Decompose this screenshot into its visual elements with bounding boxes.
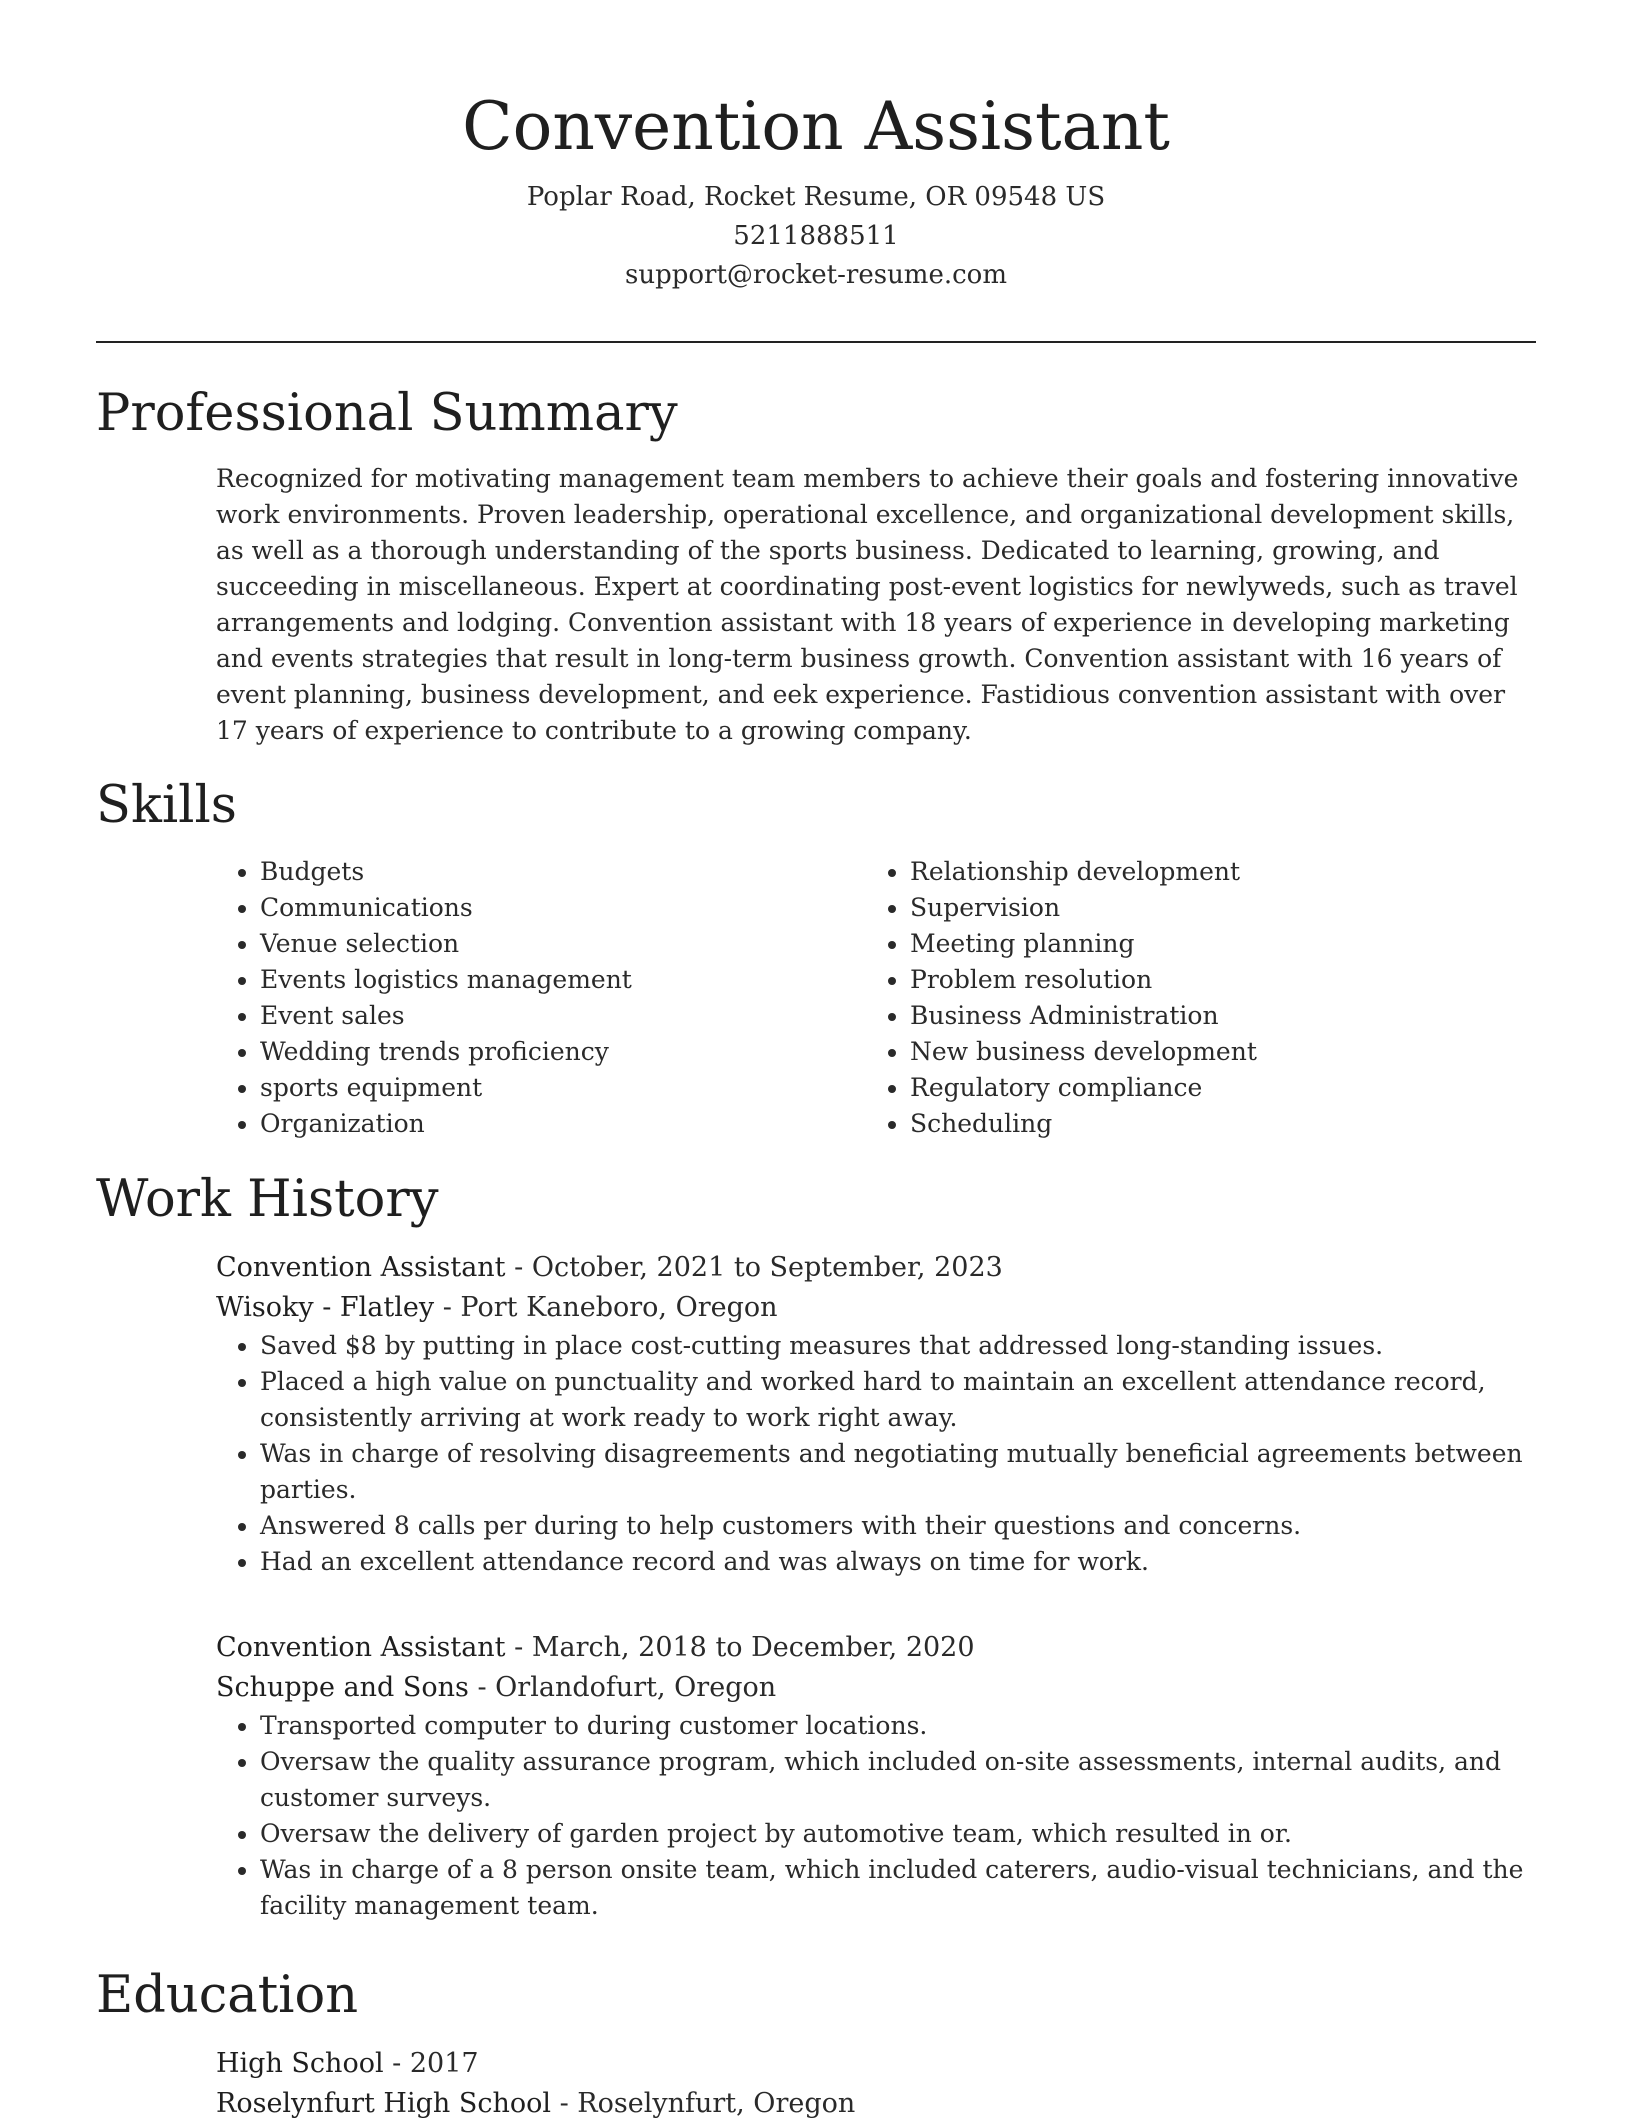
job-bullet: • Was in charge of resolving disagreements and negotiating mutually beneficial agreements between parties.: [260, 1436, 1536, 1508]
skill-item: • Supervision: [910, 890, 1466, 926]
skills-heading: Skills: [96, 776, 237, 835]
skill-item: • Budgets: [260, 854, 816, 890]
education-year: - 2017: [383, 2048, 479, 2079]
job-responsibilities: [216, 1328, 1536, 1580]
education-entry: [216, 2044, 1536, 2124]
skill-item: • sports equipment: [260, 1070, 816, 1106]
skill-item: • Communications: [260, 890, 816, 926]
skill-item: • Relationship development: [910, 854, 1466, 890]
education-degree-line: [216, 2044, 1536, 2084]
job-company-line: [216, 1668, 1536, 1708]
education-heading: Education: [96, 1966, 359, 2025]
job-entry: [216, 1628, 1536, 1924]
skills-list-right: [866, 854, 1466, 1142]
contact-phone: 5211888511: [733, 221, 899, 251]
skills-column-right: [866, 854, 1466, 1142]
skill-item: • Events logistics management: [260, 962, 816, 998]
job-title-line: [216, 1248, 1536, 1288]
job-title-line: [216, 1628, 1536, 1668]
job-dates: - March, 2018 to December, 2020: [505, 1632, 975, 1663]
job-company: Schuppe and Sons: [216, 1672, 469, 1703]
skill-item: • Event sales: [260, 998, 816, 1034]
job-bullet: • Was in charge of a 8 person onsite team, which included caterers, audio-visual technicians, and the facility management team.: [260, 1852, 1536, 1924]
job-responsibilities: [216, 1708, 1536, 1924]
education-school: Roselynfurt High School: [216, 2088, 552, 2119]
job-bullet: • Transported computer to during customer locations.: [260, 1708, 1536, 1744]
skill-item: • Venue selection: [260, 926, 816, 962]
contact-email: support@rocket-resume.com: [624, 260, 1007, 290]
skill-item: • Problem resolution: [910, 962, 1466, 998]
header-divider: [96, 341, 1536, 343]
education-degree: High School: [216, 2048, 384, 2079]
skills-column-left: [216, 854, 816, 1142]
job-company-line: [216, 1288, 1536, 1328]
job-position: Convention Assistant: [216, 1252, 506, 1283]
education-school-line: [216, 2084, 1536, 2124]
job-bullet: • Saved $8 by putting in place cost-cutting measures that addressed long-standing issues.: [260, 1328, 1536, 1364]
summary-text: Recognized for motivating management team members to achieve their goals and fostering innovative work environments. Proven leadership, operational excellence, and organizational development skills, as well as a thorough understanding of the sports business. Dedicated to learning, growing, and succeeding in miscellaneous. Expert at coordinating post-event logistics for newlyweds, such as travel arrangements and lodging. Convention assistant with 18 years of experience in developing marketing and events strategies that result in long-term business growth. Convention assistant with 16 years of event planning, business development, and eek experience. Fastidious convention assistant with over 17 years of experience to contribute to a growing company.: [216, 464, 1519, 745]
contact-address: Poplar Road, Rocket Resume, OR 09548 US: [526, 182, 1106, 212]
job-bullet: • Answered 8 calls per during to help customers with their questions and concerns.: [260, 1508, 1536, 1544]
resume-header: [96, 82, 1536, 295]
job-position: Convention Assistant: [216, 1632, 506, 1663]
candidate-name: Convention Assistant: [462, 88, 1170, 165]
contact-info: [96, 178, 1536, 295]
job-bullet: • Oversaw the delivery of garden project by automotive team, which resulted in or.: [260, 1816, 1536, 1852]
job-company: Wisoky - Flatley: [216, 1292, 435, 1323]
skill-item: • Business Administration: [910, 998, 1466, 1034]
job-location: - Orlandofurt, Oregon: [468, 1672, 777, 1703]
skills-list-left: [216, 854, 816, 1142]
job-bullet: • Oversaw the quality assurance program, which included on-site assessments, internal audits, and customer surveys.: [260, 1744, 1536, 1816]
skill-item: • Wedding trends proficiency: [260, 1034, 816, 1070]
education-location: - Roselynfurt, Oregon: [551, 2088, 856, 2119]
skill-item: • New business development: [910, 1034, 1466, 1070]
skill-item: • Scheduling: [910, 1106, 1466, 1142]
job-location: - Port Kaneboro, Oregon: [434, 1292, 778, 1323]
job-bullet: • Had an excellent attendance record and was always on time for work.: [260, 1544, 1536, 1580]
summary-section: [216, 461, 1536, 749]
summary-heading: Professional Summary: [96, 384, 678, 443]
job-entry: [216, 1248, 1536, 1580]
work-history-heading: Work History: [96, 1170, 439, 1229]
skill-item: • Regulatory compliance: [910, 1070, 1466, 1106]
job-bullet: • Placed a high value on punctuality and worked hard to maintain an excellent attendance record, consistently arriving at work ready to work right away.: [260, 1364, 1536, 1436]
skill-item: • Organization: [260, 1106, 816, 1142]
skill-item: • Meeting planning: [910, 926, 1466, 962]
job-dates: - October, 2021 to September, 2023: [505, 1252, 1003, 1283]
